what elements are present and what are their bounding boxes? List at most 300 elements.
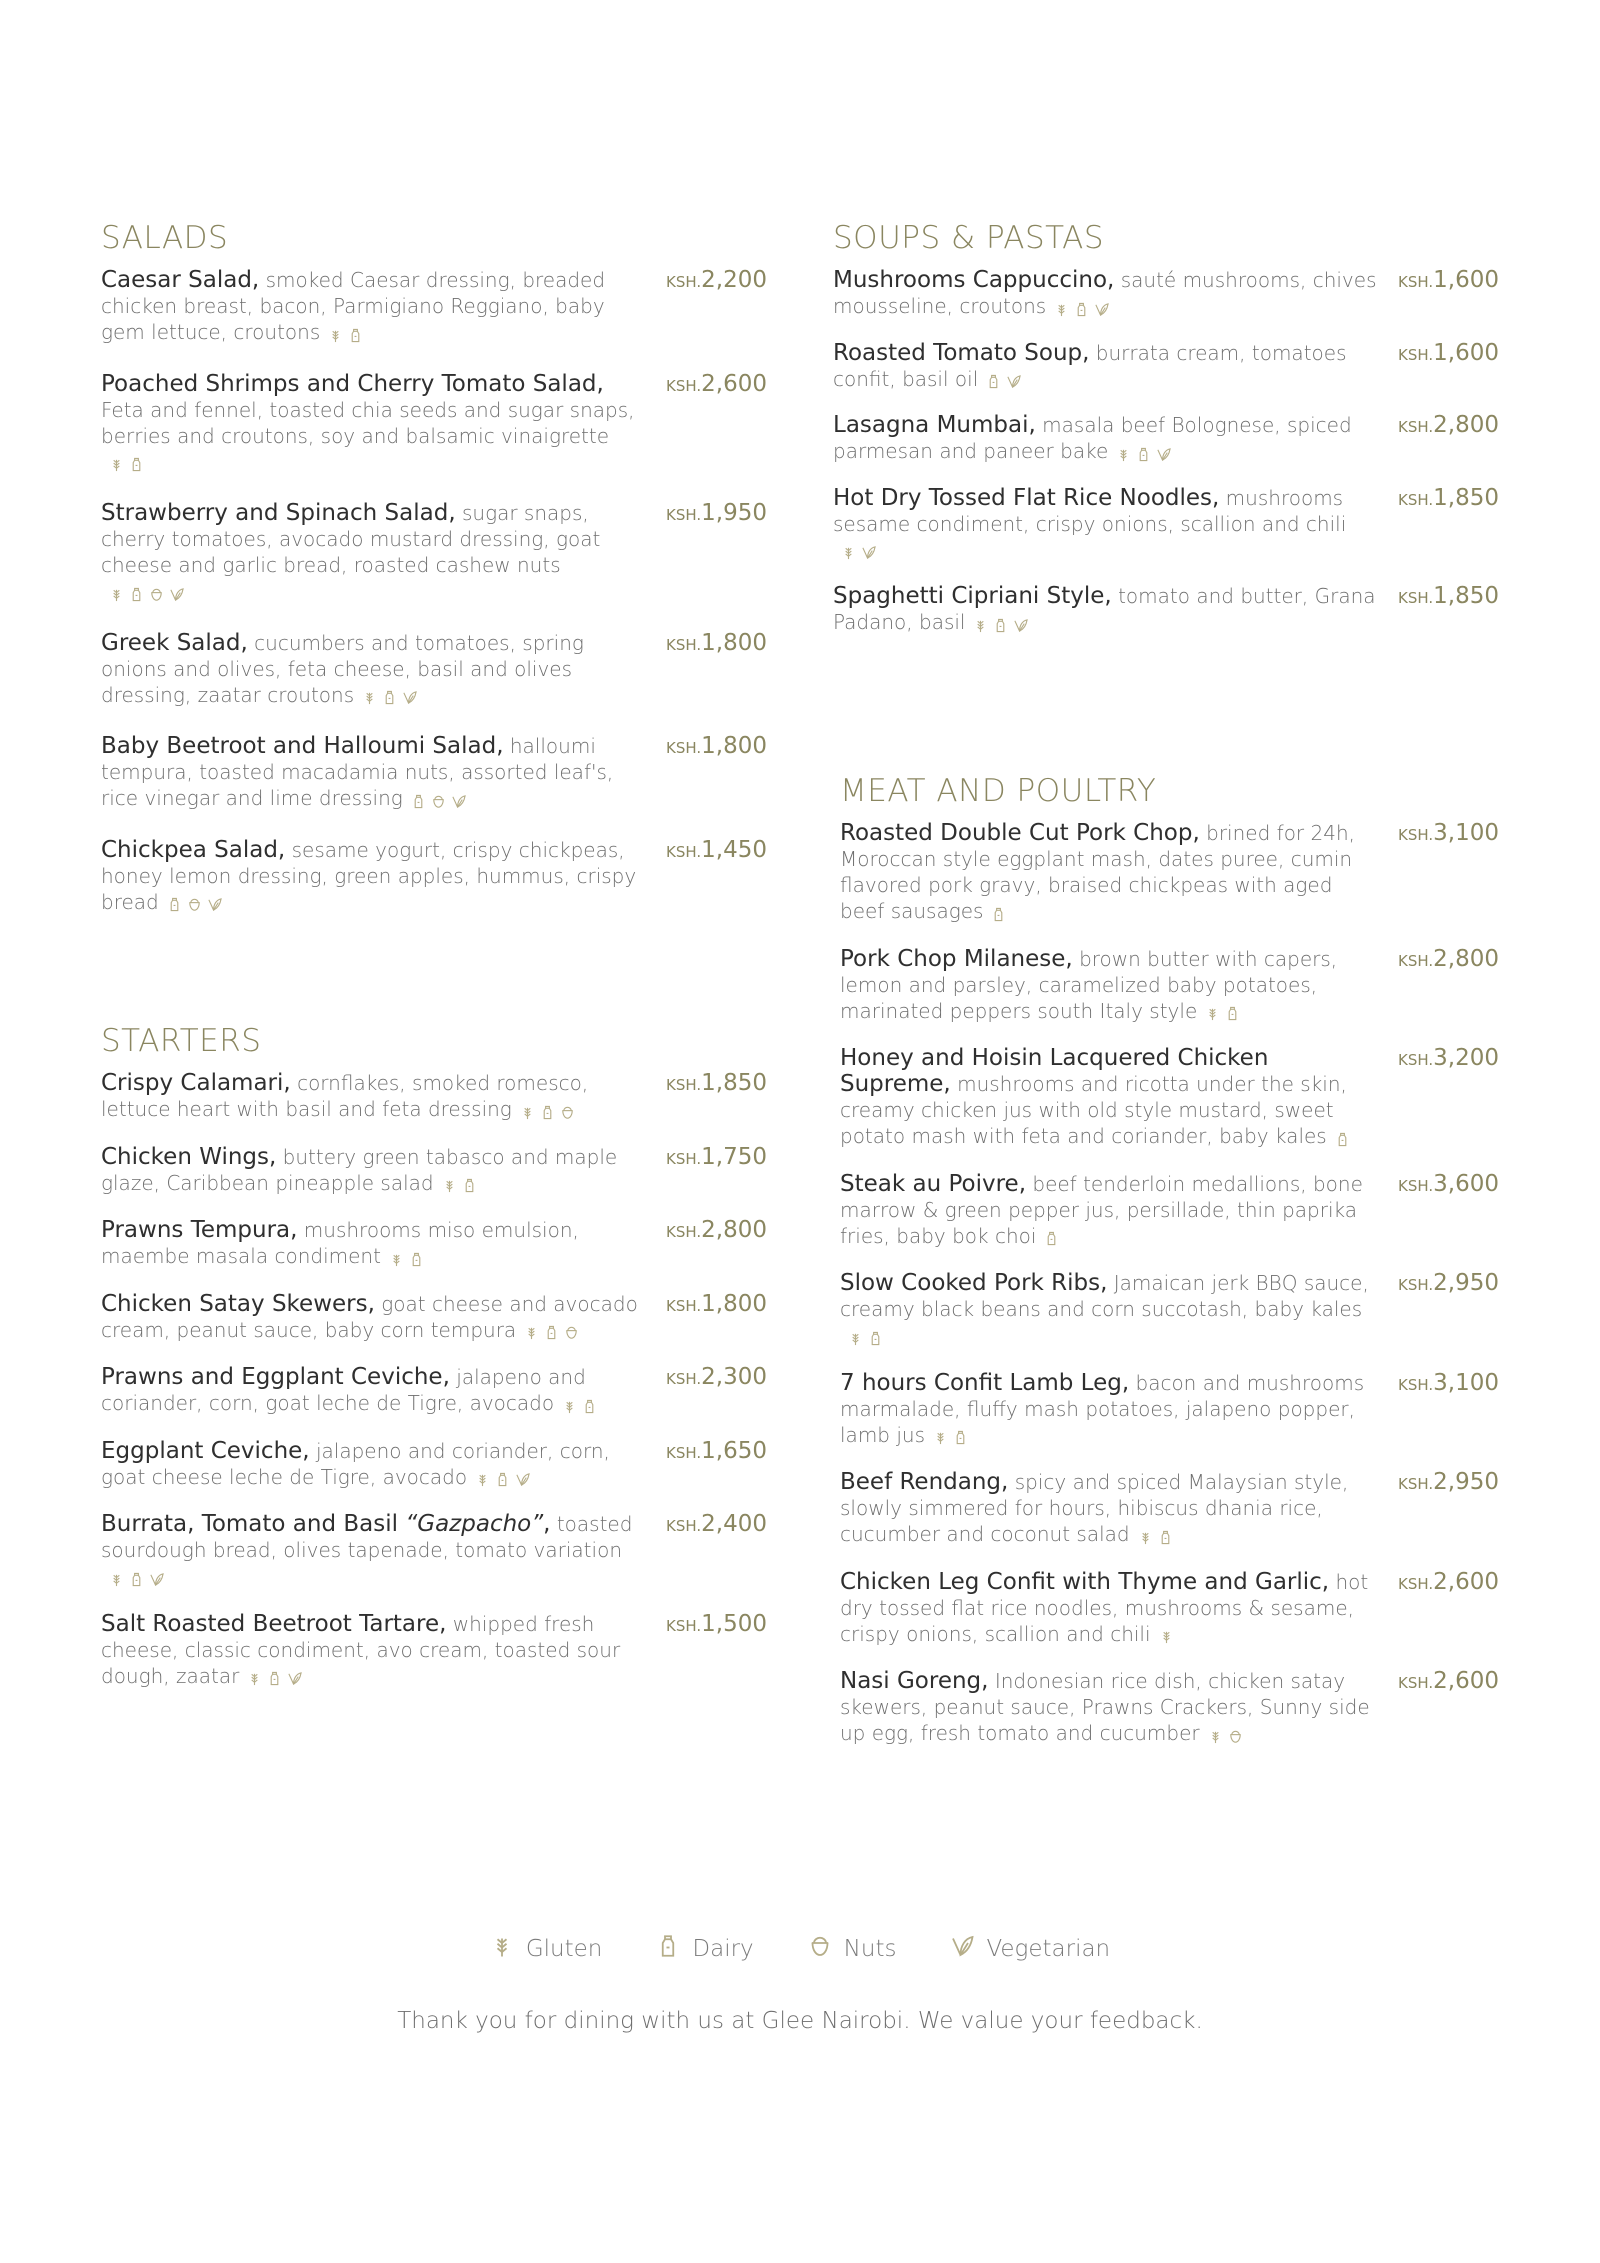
currency-label: KSH. [665,1443,702,1462]
dairy-icon [129,581,149,605]
gluten-icon [475,1466,495,1490]
dish-description: buttery green tabasco and maple glaze, Caribbean pineapple salad [101,1144,618,1195]
dish-name-italic: “Gazpacho” [405,1511,544,1538]
dish-text [101,837,648,917]
dish-text [840,1370,1380,1450]
allergen-icons [362,683,422,709]
dish-name [833,412,1036,438]
dish-description: Feta and fennel, toasted chia seeds and sugar snaps, berries and croutons, soy and balsamic vinaigrette [101,397,635,448]
allergen-icons [389,1245,429,1271]
dish-description: beef tenderloin medallions, bone marrow & green pepper jus, persillade, thin paprika fries, baby bok choi [840,1171,1363,1248]
dish-price [666,837,767,865]
allergen-icons [1159,1622,1179,1648]
dish-description: mushrooms and ricotta under the skin, creamy chicken jus with old style mustard, sweet potato mash with feta and coriander, baby kales [840,1072,1347,1149]
dish-name [101,1611,446,1637]
menu-item [840,946,1499,1026]
dish-name [833,267,1114,293]
section-title-salads: SALADS [101,220,229,256]
allergen-icons [1054,295,1114,321]
dish-price [666,733,767,761]
price-value: 2,950 [1433,1270,1499,1297]
allergen-icons [1138,1523,1178,1549]
dish-name [101,1070,291,1096]
vegetarian-icon [1094,296,1114,320]
nuts-icon [808,1933,832,1965]
currency-label: KSH. [665,376,702,395]
currency-label: KSH. [665,273,702,292]
dairy-icon [348,322,368,346]
dish-description: burrata cream, tomatoes confit, basil oil [833,340,1347,391]
dish-price [1398,1569,1499,1597]
dish-text [101,267,648,347]
gluten-icon [1208,1723,1228,1747]
menu-item [833,412,1499,466]
currency-label: KSH. [1397,345,1434,364]
allergen-legend [0,1933,1600,1965]
dish-price [1398,583,1499,611]
dish-name-text: Pork Chop Milanese, [840,945,1073,972]
legend-item-dairy [656,1933,753,1965]
allergen-icons [848,1324,888,1350]
dish-name-text: Roasted Double Cut Pork Chop, [840,820,1200,847]
dish-price [1398,820,1499,848]
dairy-icon [1335,1126,1355,1150]
dish-name-text: Burrata, Tomato and Basil [101,1511,406,1538]
price-value: 1,800 [701,733,767,760]
dish-description: tomato and butter, Grana Padano, basil [833,584,1376,635]
dish-name-text: Caesar Salad, [101,267,260,294]
vegetarian-icon [1006,368,1026,392]
dish-name [101,1291,375,1317]
gluten-icon [933,1424,953,1448]
dish-description: whipped fresh cheese, classic condiment, avo cream, toasted sour dough, zaatar [101,1611,621,1688]
dish-name-text: Greek Salad, [101,629,248,656]
price-value: 2,600 [1433,1568,1499,1595]
vegetarian-icon [451,788,471,812]
dish-description: toasted sourdough bread, olives tapenade, tomato variation [101,1512,633,1563]
price-value: 1,600 [1433,339,1499,366]
allergen-icons [973,611,1033,637]
dish-name [101,1364,450,1390]
menu-item [101,1511,767,1591]
legend-item-vegetarian [950,1933,1110,1965]
vegetarian-icon [207,891,227,915]
currency-label: KSH. [665,739,702,758]
dish-name-text: Chicken Satay Skewers, [101,1290,375,1317]
currency-label: KSH. [665,1517,702,1536]
dairy-icon [1225,1000,1245,1024]
menu-item [840,820,1499,926]
dish-description: brown butter with capers, lemon and parsley, caramelized baby potatoes, marinated peppers south Italy style [840,946,1338,1023]
price-value: 2,950 [1433,1469,1499,1496]
dish-description: halloumi tempura, toasted macadamia nuts, assorted leaf's, rice vinegar and lime dressing [101,734,614,811]
gluten-icon [1116,441,1136,465]
allergen-icons [328,321,368,347]
gluten-icon [1138,1524,1158,1548]
dish-price [666,1438,767,1466]
currency-label: KSH. [1397,1475,1434,1494]
allergen-icons [442,1171,482,1197]
dish-name [101,630,248,656]
currency-label: KSH. [665,506,702,525]
dish-name [840,820,1200,846]
dish-price [666,371,767,399]
gluten-icon [1205,1000,1225,1024]
dish-text [101,1291,648,1345]
allergen-icons [247,1664,307,1690]
dish-name [101,1438,310,1464]
dish-name-text: Lasagna Mumbai, [833,412,1036,439]
price-value: 2,800 [701,1217,767,1244]
dairy-icon [868,1325,888,1349]
nuts-icon [149,581,169,605]
dish-text [101,1511,648,1591]
allergen-icons [524,1318,584,1344]
price-value: 1,600 [1433,267,1499,294]
dish-text [833,412,1380,466]
menu-item [101,1364,767,1418]
menu-item [833,485,1499,565]
dish-price [1398,1370,1499,1398]
menu-item [840,1045,1499,1151]
currency-label: KSH. [1397,1276,1434,1295]
menu-item [101,1611,767,1691]
dish-name-tail: , [543,1511,551,1538]
dish-text [840,820,1380,926]
dish-price [666,267,767,295]
dish-name [101,1217,297,1243]
dish-name-text: Steak au Poivre, [840,1170,1027,1197]
dish-description: brined for 24h, Moroccan style eggplant mash, dates puree, cumin flavored pork gravy, braised chickpeas with aged beef sausages [840,821,1355,924]
menu-item [840,1469,1499,1549]
gluten-icon [1054,296,1074,320]
meat-list [840,820,1499,1748]
dish-name [101,1144,276,1170]
dish-description: Jamaican jerk BBQ sauce, creamy black beans and corn succotash, baby kales [840,1271,1369,1322]
dish-name-text: Eggplant Ceviche, [101,1437,310,1464]
dish-text [840,1270,1380,1350]
starters-section [101,1023,767,1690]
currency-label: KSH. [665,1616,702,1635]
dish-name-text: Beef Rendang, [840,1469,1009,1496]
price-value: 2,200 [701,267,767,294]
currency-label: KSH. [1397,418,1434,437]
dish-name-text: Hot Dry Tossed Flat Rice Noodles, [833,484,1220,511]
salads-list [101,267,767,916]
dish-description: mushrooms miso emulsion, maembe masala condiment [101,1218,579,1269]
dish-name [840,1370,1129,1396]
dairy-icon [1158,1524,1178,1548]
gluten-icon [247,1665,267,1689]
dairy-icon [953,1424,973,1448]
gluten-icon [973,612,993,636]
dish-text [101,371,648,477]
dish-description: Indonesian rice dish, chicken satay skewers, peanut sauce, Prawns Crackers, Sunny side up egg, fresh tomato and cucumber [840,1669,1370,1746]
menu-item [101,837,767,917]
menu-item [101,500,767,606]
dish-price [1398,340,1499,368]
dairy-icon [409,1246,429,1270]
dairy-icon [1044,1225,1064,1249]
dish-text [840,1668,1380,1748]
currency-label: KSH. [665,842,702,861]
currency-label: KSH. [665,1149,702,1168]
gluten-icon [362,684,382,708]
dish-name-text: Chickpea Salad, [101,836,286,863]
dairy-icon [991,901,1011,925]
menu-item [833,340,1499,394]
price-value: 1,450 [701,836,767,863]
dish-description: sesame yogurt, crispy chickpeas, honey lemon dressing, green apples, hummus, crispy bread [101,837,637,914]
dish-text [101,1144,648,1198]
currency-label: KSH. [1397,1176,1434,1195]
dish-name [101,500,456,526]
dish-text [840,1045,1380,1151]
dish-name [101,1511,550,1537]
legend-label: Dairy [692,1936,754,1962]
dairy-icon [993,612,1013,636]
vegetarian-icon [169,581,189,605]
dish-price [666,630,767,658]
legend-item-nuts [808,1933,897,1965]
price-value: 2,300 [701,1364,767,1391]
dish-name [101,371,604,397]
dish-price [666,1611,767,1639]
dish-name-text: Strawberry and Spinach Salad, [101,500,456,527]
section-title-meat-poultry: MEAT AND POULTRY [840,773,1157,809]
dish-text [101,1438,648,1492]
currency-label: KSH. [1397,1674,1434,1693]
dish-name-text: Nasi Goreng, [840,1668,989,1695]
allergen-icons [562,1392,602,1418]
dish-name-text: Salt Roasted Beetroot Tartare, [101,1610,447,1637]
dish-name-text: Prawns and Eggplant Ceviche, [101,1364,450,1391]
allergen-icons [475,1465,535,1491]
price-value: 1,850 [1433,583,1499,610]
currency-label: KSH. [1397,1051,1434,1070]
dish-name [101,837,285,863]
salads-section [101,220,767,916]
menu-item [840,1569,1499,1649]
dish-price [666,1070,767,1098]
allergen-icons [411,787,471,813]
price-value: 1,800 [701,629,767,656]
menu-item [101,1217,767,1271]
allergen-icons [109,580,189,606]
dish-price [1398,1469,1499,1497]
dish-name-text: Honey and Hoisin Lacquered Chicken Supreme, [840,1045,1269,1098]
gluten-icon [1159,1623,1179,1647]
dish-description: bacon and mushrooms marmalade, fluffy mash potatoes, jalapeno popper, lamb jus [840,1370,1365,1447]
gluten-icon [562,1393,582,1417]
dish-name [840,1668,988,1694]
dairy-icon [544,1319,564,1343]
dish-text [101,1611,648,1691]
dairy-icon [267,1665,287,1689]
dish-price [666,1511,767,1539]
dish-price [1398,1668,1499,1696]
allergen-icons [1335,1125,1355,1151]
menu-item [101,1438,767,1492]
dish-description: jalapeno and coriander, corn, goat cheese leche de Tigre, avocado [101,1438,610,1489]
currency-label: KSH. [1397,826,1434,845]
dish-name-text: Poached Shrimps and Cherry Tomato Salad, [101,370,604,397]
dish-name-text: Baby Beetroot and Halloumi Salad, [101,733,504,760]
dish-name-text: Chicken Leg Confit with Thyme and Garlic, [840,1568,1330,1595]
gluten-icon [524,1319,544,1343]
footer-message: Thank you for dining with us at Glee Nairobi. We value your feedback. [397,2008,1203,2034]
gluten-icon [109,451,129,475]
dairy-icon [582,1393,602,1417]
dairy-icon [495,1466,515,1490]
dish-price [666,1217,767,1245]
allergen-icons [933,1423,973,1449]
dish-description: cucumbers and tomatoes, spring onions and olives, feta cheese, basil and olives dressing, zaatar croutons [101,630,584,707]
menu-item [101,371,767,477]
menu-item [833,583,1499,637]
dish-text [101,1217,648,1271]
currency-label: KSH. [1397,589,1434,608]
legend-label: Vegetarian [986,1936,1111,1962]
menu-item [101,733,767,813]
price-value: 3,200 [1433,1045,1499,1072]
dish-description: cornflakes, smoked romesco, lettuce heart with basil and feta dressing [101,1071,589,1122]
section-title-soups-pastas: SOUPS & PASTAS [833,220,1105,256]
price-value: 2,800 [1433,945,1499,972]
dish-name [840,1469,1008,1495]
dish-name-text: Mushrooms Cappuccino, [833,267,1115,294]
dairy-icon [129,1566,149,1590]
currency-label: KSH. [1397,273,1434,292]
dish-description: mushrooms sesame condiment, crispy onions, scallion and chili [833,485,1347,536]
dish-text [101,1364,648,1418]
starters-list [101,1070,767,1690]
dish-description: smoked Caesar dressing, breaded chicken breast, bacon, Parmigiano Reggiano, baby gem lettuce, croutons [101,268,606,345]
gluten-icon [490,1933,514,1965]
dish-name-text: Spaghetti Cipriani Style, [833,583,1112,610]
dish-name [840,1171,1026,1197]
dish-description: masala beef Bolognese, spiced parmesan and paneer bake [833,413,1352,464]
dish-description: spicy and spiced Malaysian style, slowly simmered for hours, hibiscus dhania rice, cucumber and coconut salad [840,1470,1349,1547]
dish-name-text: Slow Cooked Pork Ribs, [840,1270,1108,1297]
currency-label: KSH. [665,1223,702,1242]
menu-item [833,267,1499,321]
dish-price [1398,267,1499,295]
dish-name-text: Roasted Tomato Soup, [833,339,1090,366]
gluten-icon [109,1566,129,1590]
menu-item [840,1270,1499,1350]
dish-price [1398,485,1499,513]
price-value: 3,100 [1433,820,1499,847]
menu-item [840,1668,1499,1748]
dish-name [833,583,1112,609]
menu-item [101,1144,767,1198]
price-value: 1,850 [701,1070,767,1097]
menu-item [101,630,767,710]
dish-description: sugar snaps, cherry tomatoes, avocado mustard dressing, goat cheese and garlic bread, roasted cashew nuts [101,501,601,578]
allergen-icons [1205,999,1245,1025]
gluten-icon [841,539,861,563]
legend-label: Nuts [843,1936,897,1962]
menu-item [101,267,767,347]
dish-description: jalapeno and coriander, corn, goat leche de Tigre, avocado [101,1365,586,1416]
dish-text [840,1171,1380,1251]
price-value: 2,800 [1433,412,1499,439]
dish-text [101,500,648,606]
vegetarian-icon [402,684,422,708]
allergen-icons [109,450,149,476]
price-value: 3,600 [1433,1170,1499,1197]
dish-description: goat cheese and avocado cream, peanut sauce, baby corn tempura [101,1291,638,1342]
dish-name [101,267,259,293]
allergen-icons [841,538,881,564]
dairy-icon [129,451,149,475]
dish-name [840,1569,1329,1595]
dish-price [666,1291,767,1319]
nuts-icon [560,1099,580,1123]
dish-text [833,583,1380,637]
vegetarian-icon [1013,612,1033,636]
dairy-icon [1136,441,1156,465]
dish-text [101,1070,648,1124]
nuts-icon [1228,1723,1248,1747]
dairy-icon [986,368,1006,392]
dish-name-text: 7 hours Confit Lamb Leg, [840,1369,1130,1396]
dairy-icon [382,684,402,708]
dairy-icon [411,788,431,812]
price-value: 1,850 [1433,484,1499,511]
dish-name [101,733,504,759]
dish-name [840,946,1073,972]
menu-item [101,1070,767,1124]
dish-price [666,500,767,528]
dish-price [1398,1171,1499,1199]
price-value: 1,650 [701,1437,767,1464]
dish-description: sauté mushrooms, chives mousseline, croutons [833,268,1377,319]
dish-name-text: Crispy Calamari, [101,1070,291,1097]
currency-label: KSH. [665,1296,702,1315]
nuts-icon [564,1319,584,1343]
price-value: 2,600 [701,370,767,397]
nuts-icon [431,788,451,812]
price-value: 3,100 [1433,1369,1499,1396]
dish-price [1398,1270,1499,1298]
gluten-icon [520,1099,540,1123]
allergen-icons [1208,1722,1248,1748]
allergen-icons [986,367,1026,393]
soups-list [833,267,1499,637]
vegetarian-icon [515,1466,535,1490]
dish-description: hot dry tossed flat rice noodles, mushrooms & sesame, crispy onions, scallion and chili [840,1569,1369,1646]
dish-text [833,485,1380,565]
nuts-icon [187,891,207,915]
gluten-icon [328,322,348,346]
currency-label: KSH. [1397,490,1434,509]
dairy-icon [462,1172,482,1196]
allergen-icons [991,900,1011,926]
allergen-icons [1116,440,1176,466]
price-value: 2,600 [1433,1668,1499,1695]
vegetarian-icon [1156,441,1176,465]
dairy-icon [656,1933,680,1965]
dish-price [1398,412,1499,440]
price-value: 1,500 [701,1610,767,1637]
dish-name [833,485,1219,511]
legend-label: Gluten [525,1936,603,1962]
allergen-icons [520,1098,580,1124]
dairy-icon [540,1099,560,1123]
menu-item [840,1370,1499,1450]
